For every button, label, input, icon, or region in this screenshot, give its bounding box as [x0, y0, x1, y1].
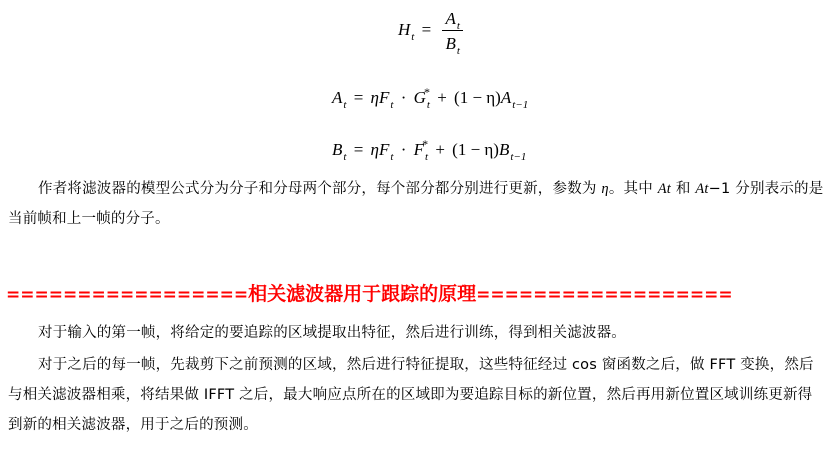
formula-b-f-sub: t: [390, 151, 394, 163]
paragraph-1-part1: 作者将滤波器的模型公式分为分子和分母两个部分，每个部分都分别进行更新，参数为: [38, 181, 602, 197]
heading-right-rule: ==================: [476, 285, 733, 305]
formula-a-f: F: [378, 88, 390, 107]
formula-h: [398, 9, 463, 57]
paragraph-model-update: [8, 174, 824, 234]
heading-left-rule: =================: [6, 285, 249, 305]
formula-b-eta: η: [370, 140, 379, 159]
formula-a-prev-sub: t−1: [512, 99, 529, 111]
formula-h-num: A: [445, 9, 456, 28]
formula-a-lhs: A: [332, 88, 343, 107]
paragraph-1-part4: −1 分别表示的是当前帧和上一帧的分子。: [8, 181, 824, 227]
formula-b-plus: +: [435, 140, 445, 159]
formula-a-plus: +: [437, 88, 447, 107]
formula-h-fraction: [442, 9, 462, 57]
paragraph-following-frames: 对于之后的每一帧，先裁剪下之前预测的区域，然后进行特征提取，这些特征经过 cos 窗函数之后，做 FFT 变换，然后与相关滤波器相乘，将结果做 IFFT 之后，最大响应点所在的区域即为要追踪目标的新位置，然后再用新位置区域训练更新得到新的相关滤波器，用于之后的预测。: [8, 357, 814, 433]
formula-b-dot: ·: [400, 140, 407, 159]
formula-b-lhs: B: [332, 140, 343, 159]
formula-b-f: F: [378, 140, 390, 159]
formula-h-den-sub: t: [456, 45, 460, 57]
formula-a-g: G: [413, 88, 426, 107]
formula-a-dot: ·: [400, 88, 407, 107]
heading-title: 相关滤波器用于跟踪的原理: [248, 283, 477, 305]
formula-h-den: B: [445, 34, 456, 53]
formula-h-lhs-sub: t: [411, 30, 415, 43]
paragraph-1-eta: η: [601, 181, 609, 197]
formula-b-g-sub: t: [425, 151, 429, 163]
formula-h-numerator: [442, 10, 462, 31]
formula-h-eq: =: [421, 19, 432, 39]
formula-a: [332, 85, 529, 111]
formula-a-f-sub: t: [390, 99, 394, 111]
paragraph-1-at: At: [657, 181, 672, 197]
formula-b: [332, 137, 527, 163]
formula-h-denominator: [442, 31, 462, 57]
formula-a-eta: η: [370, 88, 379, 107]
formula-h-num-sub: t: [456, 20, 460, 32]
formula-a-lhs-sub: t: [343, 99, 347, 111]
paragraph-1-at1: At: [695, 181, 709, 197]
formula-b-eq: =: [353, 140, 364, 159]
formula-a-g-sub: t: [426, 99, 430, 111]
paragraph-1-part3: 和: [671, 181, 696, 197]
formula-h-lhs: H: [398, 19, 411, 39]
paragraph-first-frame: 对于输入的第一帧，将给定的要追踪的区域提取出特征，然后进行训练，得到相关滤波器。: [38, 325, 626, 341]
formula-a-prev: A: [500, 88, 512, 107]
formula-b-prev-sub: t−1: [510, 151, 527, 163]
formula-b-prev: B: [498, 140, 510, 159]
formula-b-paren: (1 − η): [452, 140, 499, 159]
paragraph-1-part2: 。其中: [608, 181, 658, 197]
formula-b-g-sup: *: [422, 137, 429, 151]
formula-a-g-sup: *: [423, 85, 430, 99]
formula-a-eq: =: [353, 88, 364, 107]
formula-b-g: F: [413, 140, 424, 159]
formula-b-lhs-sub: t: [343, 151, 347, 163]
section-heading: [6, 280, 826, 309]
formula-a-paren: (1 − η): [454, 88, 501, 107]
